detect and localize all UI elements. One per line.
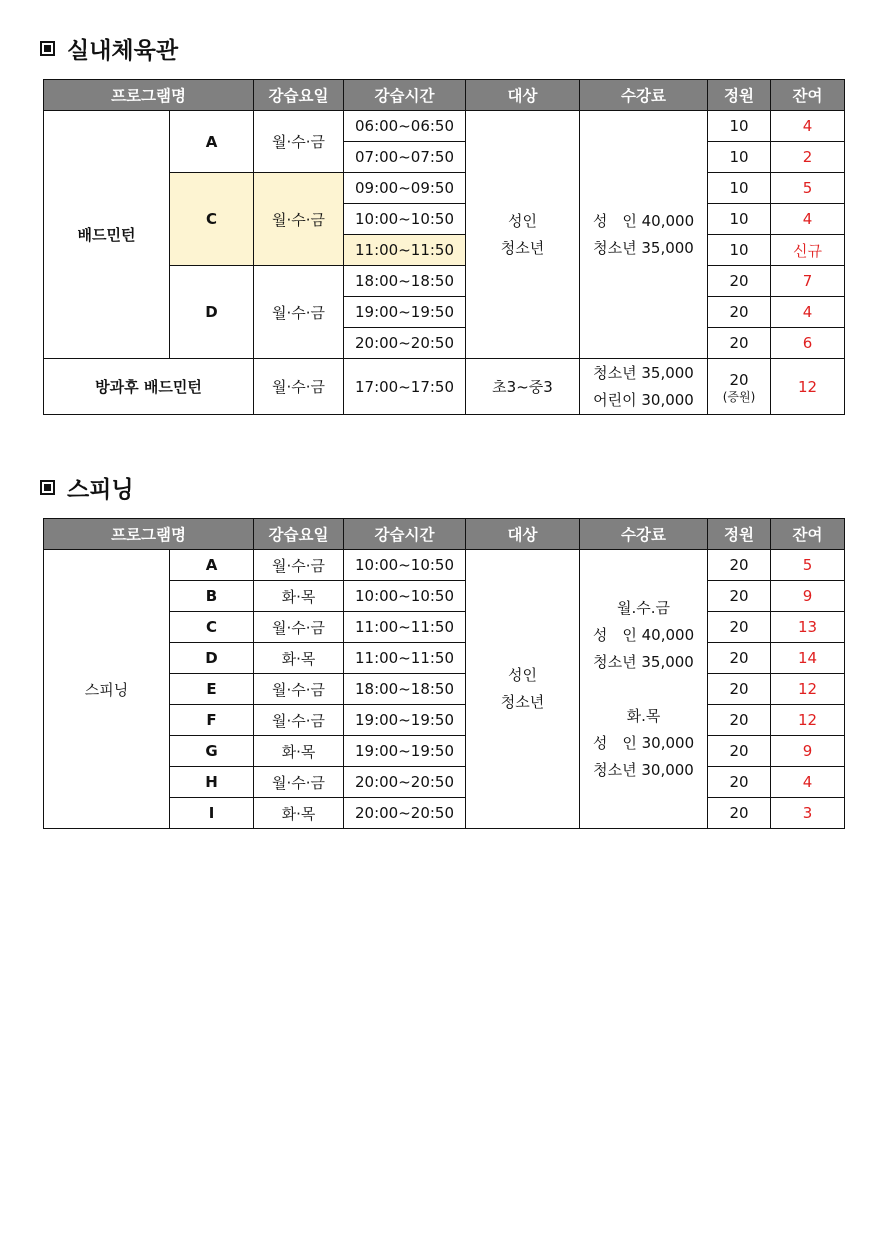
header-fee: 수강료 (580, 519, 708, 550)
time-cell: 19:00~19:50 (344, 705, 466, 736)
capacity-cell: 10 (708, 142, 771, 173)
days-cell: 월·수·금 (254, 612, 344, 643)
fee-cell (580, 550, 708, 829)
class-label: D (170, 643, 254, 674)
remaining-cell: 4 (771, 111, 845, 142)
remaining-cell: 신규 (771, 235, 845, 266)
days-cell: 월·수·금 (254, 266, 344, 359)
header-remaining: 잔여 (771, 519, 845, 550)
fee-line: 청소년 30,000 (593, 760, 694, 779)
remaining-cell: 5 (771, 550, 845, 581)
program-name: 스피닝 (44, 550, 170, 829)
time-cell: 11:00~11:50 (344, 612, 466, 643)
target-line: 청소년 (500, 238, 545, 257)
time-cell: 18:00~18:50 (344, 674, 466, 705)
fee-line: 성 인 40,000 (592, 625, 695, 644)
capacity-cell: 20 (708, 612, 771, 643)
time-cell: 20:00~20:50 (344, 767, 466, 798)
time-cell: 10:00~10:50 (344, 204, 466, 235)
capacity-value: 20 (729, 370, 749, 389)
time-cell: 10:00~10:50 (344, 550, 466, 581)
spinning-schedule-table (43, 518, 845, 829)
program-name: 방과후 배드민턴 (44, 359, 254, 415)
time-cell: 18:00~18:50 (344, 266, 466, 297)
time-cell: 20:00~20:50 (344, 328, 466, 359)
remaining-cell: 2 (771, 142, 845, 173)
capacity-cell: 20 (708, 798, 771, 829)
capacity-cell: 20 (708, 266, 771, 297)
fee-line: 청소년 35,000 (593, 652, 694, 671)
time-cell: 11:00~11:50 (344, 643, 466, 674)
days-cell: 월·수·금 (254, 173, 344, 266)
square-bullet-icon (40, 480, 55, 495)
header-days: 강습요일 (254, 80, 344, 111)
days-cell: 월·수·금 (254, 767, 344, 798)
section-title-text: 스피닝 (67, 477, 134, 503)
header-time: 강습시간 (344, 80, 466, 111)
table-header-row (44, 80, 845, 111)
section-title-spinning (40, 471, 134, 504)
capacity-cell (708, 359, 771, 415)
remaining-cell: 9 (771, 581, 845, 612)
program-name: 배드민턴 (44, 111, 170, 359)
fee-cell (580, 111, 708, 359)
fee-line: 월.수.금 (616, 598, 670, 617)
fee-spacer (580, 676, 707, 703)
class-label: F (170, 705, 254, 736)
capacity-cell: 20 (708, 550, 771, 581)
target-line: 성인 (508, 211, 537, 230)
capacity-cell: 20 (708, 581, 771, 612)
time-cell: 06:00~06:50 (344, 111, 466, 142)
fee-line: 화.목 (626, 706, 661, 725)
class-label: I (170, 798, 254, 829)
days-cell: 월·수·금 (254, 359, 344, 415)
remaining-cell: 6 (771, 328, 845, 359)
remaining-cell: 12 (771, 705, 845, 736)
target-cell (466, 111, 580, 359)
table-row (44, 359, 845, 415)
remaining-cell: 12 (771, 359, 845, 415)
class-label: C (170, 173, 254, 266)
header-time: 강습시간 (344, 519, 466, 550)
header-capacity: 정원 (708, 80, 771, 111)
time-cell: 19:00~19:50 (344, 736, 466, 767)
capacity-cell: 10 (708, 111, 771, 142)
class-label: E (170, 674, 254, 705)
target-cell (466, 550, 580, 829)
capacity-cell: 20 (708, 767, 771, 798)
days-cell: 월·수·금 (254, 550, 344, 581)
gym-schedule-table (43, 79, 845, 415)
capacity-cell: 20 (708, 328, 771, 359)
remaining-cell: 4 (771, 297, 845, 328)
capacity-cell: 20 (708, 297, 771, 328)
fee-line: 청소년 35,000 (593, 363, 694, 382)
table-header-row (44, 519, 845, 550)
square-bullet-icon (40, 41, 55, 56)
header-target: 대상 (466, 80, 580, 111)
class-label: C (170, 612, 254, 643)
fee-cell (580, 359, 708, 415)
capacity-cell: 10 (708, 173, 771, 204)
remaining-cell: 4 (771, 204, 845, 235)
class-label: H (170, 767, 254, 798)
capacity-cell: 10 (708, 235, 771, 266)
remaining-cell: 9 (771, 736, 845, 767)
class-label: A (170, 550, 254, 581)
days-cell: 화·목 (254, 798, 344, 829)
remaining-cell: 4 (771, 767, 845, 798)
header-program: 프로그램명 (44, 519, 254, 550)
time-cell: 19:00~19:50 (344, 297, 466, 328)
section-title-gym (40, 32, 178, 65)
days-cell: 월·수·금 (254, 705, 344, 736)
fee-line: 어린이 30,000 (593, 390, 694, 409)
class-label: A (170, 111, 254, 173)
table-row (44, 111, 845, 142)
days-cell: 월·수·금 (254, 111, 344, 173)
days-cell: 화·목 (254, 581, 344, 612)
capacity-cell: 20 (708, 674, 771, 705)
remaining-cell: 5 (771, 173, 845, 204)
class-label: D (170, 266, 254, 359)
days-cell: 월·수·금 (254, 674, 344, 705)
time-cell: 09:00~09:50 (344, 173, 466, 204)
time-cell: 07:00~07:50 (344, 142, 466, 173)
section-title-text: 실내체육관 (67, 38, 179, 64)
days-cell: 화·목 (254, 643, 344, 674)
remaining-cell: 12 (771, 674, 845, 705)
time-cell: 10:00~10:50 (344, 581, 466, 612)
time-cell: 20:00~20:50 (344, 798, 466, 829)
fee-line: 성 인 40,000 (592, 211, 695, 230)
class-label: B (170, 581, 254, 612)
remaining-cell: 3 (771, 798, 845, 829)
fee-line: 청소년 35,000 (593, 238, 694, 257)
time-cell: 17:00~17:50 (344, 359, 466, 415)
target-line: 청소년 (500, 693, 545, 711)
target-line: 성인 (508, 666, 537, 684)
class-label: G (170, 736, 254, 767)
time-cell: 11:00~11:50 (344, 235, 466, 266)
days-cell: 화·목 (254, 736, 344, 767)
table-row (44, 550, 845, 581)
capacity-cell: 20 (708, 736, 771, 767)
header-fee: 수강료 (580, 80, 708, 111)
target-cell: 초3~중3 (466, 359, 580, 415)
header-days: 강습요일 (254, 519, 344, 550)
header-remaining: 잔여 (771, 80, 845, 111)
capacity-cell: 10 (708, 204, 771, 235)
capacity-note: (증원) (722, 389, 756, 404)
remaining-cell: 7 (771, 266, 845, 297)
remaining-cell: 13 (771, 612, 845, 643)
fee-line: 성 인 30,000 (592, 733, 695, 752)
remaining-cell: 14 (771, 643, 845, 674)
header-capacity: 정원 (708, 519, 771, 550)
capacity-cell: 20 (708, 643, 771, 674)
header-program: 프로그램명 (44, 80, 254, 111)
header-target: 대상 (466, 519, 580, 550)
capacity-cell: 20 (708, 705, 771, 736)
